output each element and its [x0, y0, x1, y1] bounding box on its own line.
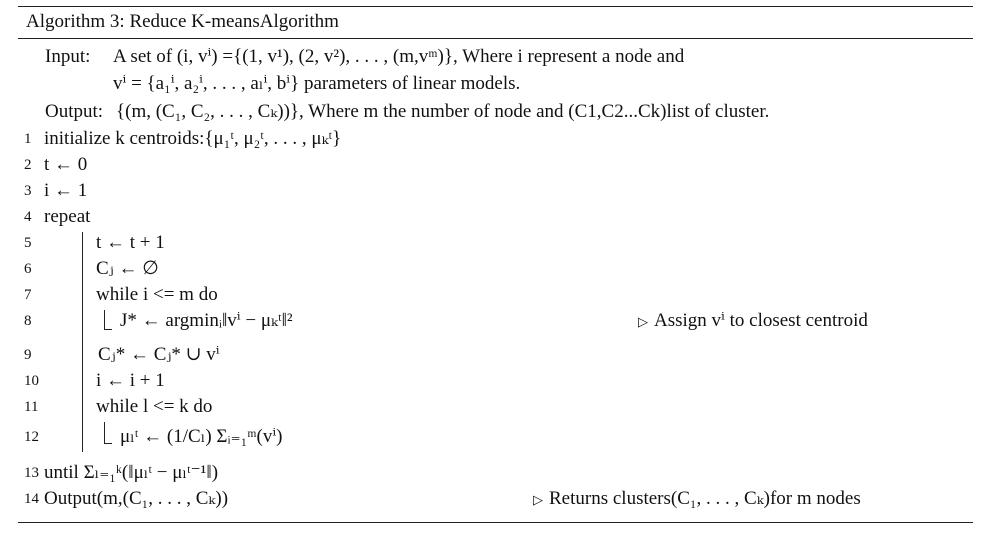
line-number: 2 [24, 157, 32, 173]
input-text-line-1: A set of (i, vⁱ) ={(1, v¹), (2, v²), . . . , (m,vᵐ)}, Where i represent a node and [113, 46, 685, 67]
comment-text: Returns clusters(C₁, . . . , Cₖ)for m nodes [549, 488, 861, 509]
output-text: {(m, (C₁, C₂, . . . , Cₖ))}, Where m the number of node and (C1,C2...Ck)list of cluster. [116, 101, 770, 122]
line-number: 14 [24, 491, 39, 507]
line-number: 12 [24, 429, 39, 445]
step-line: t ← t + 1 [96, 232, 165, 253]
step-line: initialize k centroids:{μ₁ᵗ, μ₂ᵗ, . . . , μₖᵗ} [44, 128, 342, 149]
step-line: Cⱼ ← ∅ [96, 258, 159, 279]
bottom-rule [18, 522, 973, 523]
step-line: Output(m,(C₁, . . . , Cₖ)) [44, 488, 229, 509]
step-line: repeat [44, 206, 91, 227]
step-comment [638, 310, 868, 333]
step-line: while l <= k do [96, 396, 213, 417]
step-line: i ← 1 [44, 180, 88, 201]
while-block-bar [104, 422, 105, 444]
step-line: i ← i + 1 [96, 370, 165, 391]
input-text-line-2: vⁱ = {a₁ⁱ, a₂ⁱ, . . . , aₗⁱ, bⁱ} parameters of linear models. [113, 73, 521, 94]
input-label: Input: [45, 46, 91, 67]
comment-triangle-icon: ▷ [533, 492, 543, 507]
step-line: until Σₗ₌₁ᵏ(‖μₗᵗ − μₗᵗ⁻¹‖) [44, 462, 219, 483]
line-number: 10 [24, 373, 39, 389]
output-label: Output: [45, 101, 104, 122]
line-number: 5 [24, 235, 32, 251]
repeat-block-bar [82, 232, 83, 452]
line-number: 6 [24, 261, 32, 277]
line-number: 7 [24, 287, 32, 303]
step-line: μₗᵗ ← (1/Cₗ) Σᵢ₌₁ᵐ(vⁱ) [120, 426, 283, 447]
step-line: Cⱼ* ← Cⱼ* ∪ vⁱ [98, 344, 220, 365]
step-comment [533, 488, 861, 511]
step-line: t ← 0 [44, 154, 88, 175]
comment-text: Assign vⁱ to closest centroid [654, 310, 868, 331]
line-number: 8 [24, 313, 32, 329]
while-block-bar [104, 310, 105, 330]
while-block-foot [104, 443, 112, 444]
comment-triangle-icon: ▷ [638, 314, 648, 329]
line-number: 9 [24, 347, 32, 363]
line-number: 1 [24, 131, 32, 147]
while-block-foot [104, 329, 112, 330]
step-line: while i <= m do [96, 284, 218, 305]
line-number: 3 [24, 183, 32, 199]
step-line: J* ← argminᵢ‖vⁱ − μₖᵗ‖² [120, 310, 293, 331]
top-rule [18, 6, 973, 7]
line-number: 4 [24, 209, 32, 225]
algorithm-block [18, 6, 973, 526]
line-number: 11 [24, 399, 39, 415]
algorithm-caption: Algorithm 3: Reduce K-meansAlgorithm [26, 11, 339, 32]
line-number: 13 [24, 465, 39, 481]
caption-rule [18, 38, 973, 39]
